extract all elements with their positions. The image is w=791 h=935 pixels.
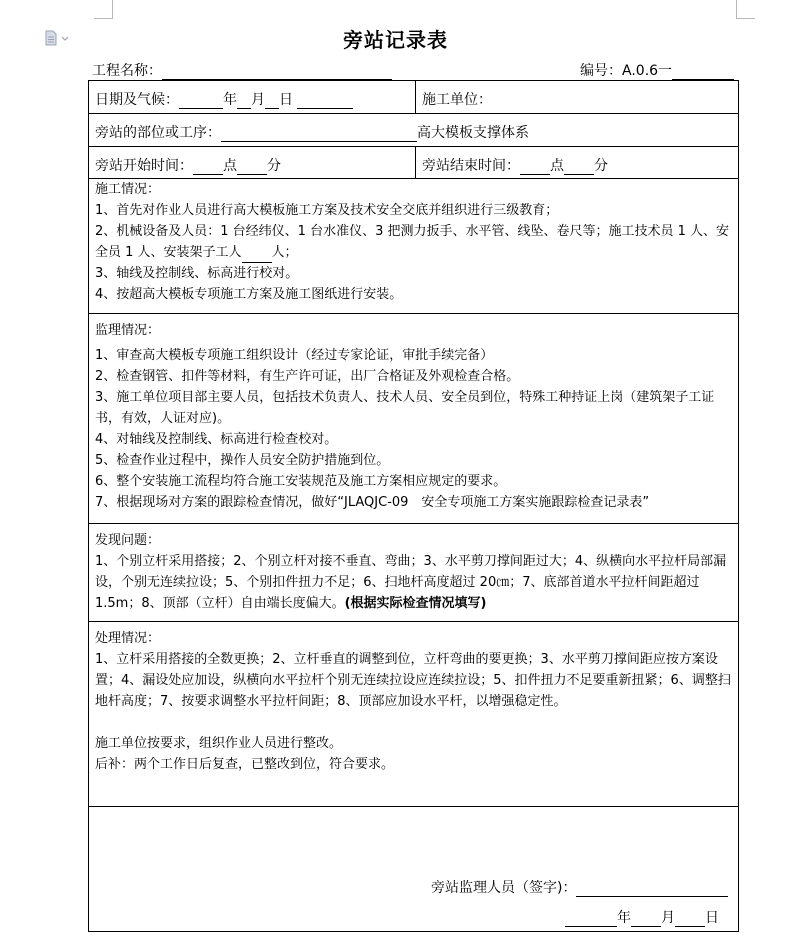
year-label: 年 [223, 92, 237, 108]
sign-month-label: 月 [661, 910, 675, 926]
location-cell [95, 122, 529, 142]
construction-line-2-end: 人； [271, 245, 298, 260]
signature-section [89, 807, 738, 931]
project-name-blank[interactable] [162, 64, 392, 80]
row-location [89, 114, 738, 147]
construction-line-4: 4、按超高大模板专项施工方案及施工图纸进行安装。 [95, 287, 403, 302]
supervision-line-2: 2、检查钢管、扣件等材料，有生产许可证，出厂合格证及外观检查合格。 [95, 369, 520, 384]
page-corner-mark-right [736, 0, 755, 19]
page-corner-mark-left [94, 0, 113, 19]
row3-divider [415, 147, 416, 178]
signature-field [431, 877, 728, 897]
sign-day-blank[interactable] [675, 911, 705, 927]
end-time-label: 旁站结束时间： [422, 158, 520, 174]
construction-line-3: 3、轴线及控制线、标高进行校对。 [95, 266, 299, 281]
unit-cell [422, 89, 492, 109]
worker-count-blank[interactable] [242, 248, 272, 263]
supervision-line-5: 5、检查作业过程中，操作人员安全防护措施到位。 [95, 453, 390, 468]
number-field [580, 60, 734, 80]
supervision-block [95, 320, 735, 513]
supervision-line-4: 4、对轴线及控制线、标高进行检查校对。 [95, 432, 338, 447]
location-label: 旁站的部位或工序： [95, 125, 221, 141]
construction-line-2-text: 2、机械设备及人员：1 台经纬仪、1 台水准仪、3 把测力扳手、水平管、线坠、卷尺等；施工技术员 1 人、安全员 1 人、安装架子工人 [95, 224, 730, 260]
end-minute-blank[interactable] [564, 159, 594, 175]
start-minute-blank[interactable] [237, 159, 267, 175]
row1-divider [415, 81, 416, 113]
row-time [89, 147, 738, 179]
construction-line-2 [95, 221, 735, 263]
day-blank[interactable] [265, 93, 279, 109]
page-title: 旁站记录表 [343, 28, 448, 52]
supervision-line-6: 6、整个安装施工流程均符合施工安装规范及施工方案相应规定的要求。 [95, 474, 507, 489]
project-name-field [92, 60, 392, 80]
handling-follow-1: 施工单位按要求，组织作业人员进行整改。 [95, 736, 343, 751]
problems-block [95, 530, 735, 614]
sign-day-label: 日 [705, 910, 719, 926]
problems-text [95, 551, 735, 614]
problems-section [89, 524, 738, 622]
month-blank[interactable] [237, 93, 251, 109]
supervision-line-3: 3、施工单位项目部主要人员，包括技术负责人、技术人员、安全员到位，特殊工种持证上岗（建筑架子工证书，有效，人证对应)。 [95, 390, 715, 426]
location-value: 高大模板支撑体系 [417, 125, 529, 141]
end-minute-label: 分 [594, 158, 608, 174]
project-name-label: 工程名称： [92, 63, 162, 79]
signature-label: 旁站监理人员（签字)： [431, 880, 577, 896]
handling-block [95, 628, 735, 775]
handling-section [89, 622, 738, 807]
start-minute-label: 分 [267, 158, 281, 174]
end-point-label: 点 [550, 158, 564, 174]
sign-year-blank[interactable] [565, 911, 617, 927]
problems-label: 发现问题： [95, 533, 161, 548]
handling-label: 处理情况： [95, 631, 161, 646]
handling-follow-2: 后补：两个工作日后复查，已整改到位，符合要求。 [95, 757, 395, 772]
record-form [88, 80, 739, 932]
problems-body: 1、个别立杆采用搭接；2、个别立杆对接不垂直、弯曲；3、水平剪刀撑间距过大；4、纵横向水平拉杆局部漏设，个别无连续拉设；5、个别扣件扭力不足；6、扫地杆高度超过 20㎝；7、底部首道水平拉杆间距超过 1.5m；8、顶部（立杆）自由端长度偏大。 [95, 554, 727, 611]
sign-month-blank[interactable] [631, 911, 661, 927]
supervision-section [89, 314, 738, 524]
construction-section [89, 179, 738, 314]
signature-date [565, 907, 719, 927]
day-label: 日 [279, 92, 293, 108]
number-blank[interactable] [672, 64, 734, 80]
construction-label: 施工情况： [95, 182, 161, 197]
date-weather-label: 日期及气候： [95, 92, 179, 108]
start-time-label: 旁站开始时间： [95, 158, 193, 174]
unit-label: 施工单位： [422, 92, 492, 108]
problems-note: (根据实际检查情况填写) [344, 596, 487, 611]
start-time-cell [95, 155, 281, 175]
start-point-label: 点 [223, 158, 237, 174]
location-blank[interactable] [221, 126, 417, 142]
end-hour-blank[interactable] [520, 159, 550, 175]
supervision-label: 监理情况： [95, 323, 161, 338]
sign-year-label: 年 [617, 910, 631, 926]
supervision-line-1: 1、审查高大模板专项施工组织设计（经过专家论证，审批手续完备） [95, 348, 494, 363]
signature-blank[interactable] [576, 881, 728, 897]
handling-text: 1、立杆采用搭接的全数更换；2、立杆垂直的调整到位，立杆弯曲的要更换；3、水平剪刀撑间距应按方案设置；4、漏设处应加设，纵横向水平拉杆个别无连续拉设应连续拉设；5、扣件扭力不足要重新扭紧；6、调整扫地杆高度；7、按要求调整水平拉杆间距；8、顶部应加设水平杆，以增强稳定性。 [95, 652, 731, 709]
date-weather-cell [95, 89, 353, 109]
construction-line-1: 1、首先对作业人员进行高大模板施工方案及技术安全交底并组织进行三级教育； [95, 203, 559, 218]
row-date-unit [89, 81, 738, 114]
month-label: 月 [251, 92, 265, 108]
number-label: 编号：A.0.6一 [580, 63, 673, 79]
supervision-line-7: 7、根据现场对方案的跟踪检查情况，做好“JLAQJC-09 安全专项施工方案实施跟踪检查记录表” [95, 495, 650, 510]
start-hour-blank[interactable] [193, 159, 223, 175]
weather-blank[interactable] [297, 93, 353, 109]
year-blank[interactable] [179, 93, 223, 109]
construction-block [95, 179, 735, 305]
end-time-cell [422, 155, 608, 175]
